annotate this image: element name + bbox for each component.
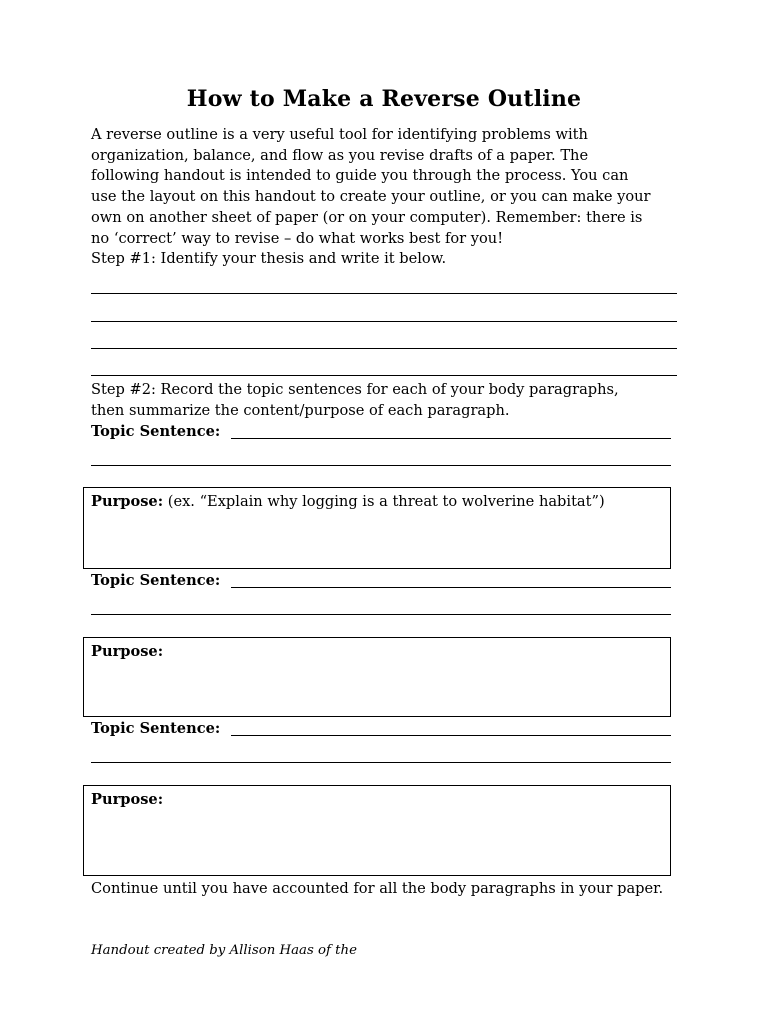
handout-credit: Handout created by Allison Haas of the bbox=[91, 943, 357, 958]
thesis-line-3[interactable] bbox=[91, 348, 677, 349]
topic-sentence-line[interactable] bbox=[91, 614, 671, 615]
purpose-example: (ex. “Explain why logging is a threat to wolverine habitat”) bbox=[163, 493, 605, 510]
intro-line: following handout is intended to guide you through the process. You can bbox=[91, 167, 629, 185]
thesis-line-4[interactable] bbox=[91, 375, 677, 376]
thesis-line-2[interactable] bbox=[91, 321, 677, 322]
topic-sentence-line[interactable] bbox=[231, 438, 671, 439]
topic-sentence-line[interactable] bbox=[91, 465, 671, 466]
purpose-text bbox=[91, 492, 605, 513]
intro-line: organization, balance, and flow as you revise drafts of a paper. The bbox=[91, 146, 589, 164]
purpose-label: Purpose: bbox=[91, 791, 164, 808]
purpose-box[interactable] bbox=[83, 785, 671, 876]
step1-instruction: Step #1: Identify your thesis and write it below. bbox=[91, 250, 447, 267]
intro-line: A reverse outline is a very useful tool for identifying problems with bbox=[91, 126, 588, 143]
step2-instruction bbox=[91, 380, 691, 421]
continue-instruction: Continue until you have accounted for all the body paragraphs in your paper. bbox=[91, 880, 664, 897]
purpose-label: Purpose: bbox=[91, 643, 164, 660]
page-title: How to Make a Reverse Outline bbox=[186, 86, 582, 112]
topic-sentence-label: Topic Sentence: bbox=[91, 720, 221, 737]
topic-sentence-line[interactable] bbox=[231, 735, 671, 736]
topic-sentence-line[interactable] bbox=[231, 587, 671, 588]
thesis-line-1[interactable] bbox=[91, 293, 677, 294]
intro-paragraph bbox=[91, 125, 691, 249]
topic-sentence-line[interactable] bbox=[91, 762, 671, 763]
intro-line: own on another sheet of paper (or on your computer). Remember: there is bbox=[91, 208, 643, 226]
topic-sentence-label: Topic Sentence: bbox=[91, 423, 221, 440]
purpose-text bbox=[91, 642, 163, 663]
purpose-box[interactable] bbox=[83, 637, 671, 717]
topic-sentence-label: Topic Sentence: bbox=[91, 572, 221, 589]
intro-line: no ‘correct’ way to revise – do what works best for you! bbox=[91, 229, 504, 247]
purpose-label: Purpose: bbox=[91, 493, 164, 510]
step2-line: Step #2: Record the topic sentences for each of your body paragraphs, bbox=[91, 381, 619, 398]
intro-line: use the layout on this handout to create your outline, or you can make your bbox=[91, 188, 651, 206]
purpose-text bbox=[91, 790, 163, 811]
step2-line: then summarize the content/purpose of each paragraph. bbox=[91, 401, 510, 419]
purpose-box[interactable] bbox=[83, 487, 671, 569]
